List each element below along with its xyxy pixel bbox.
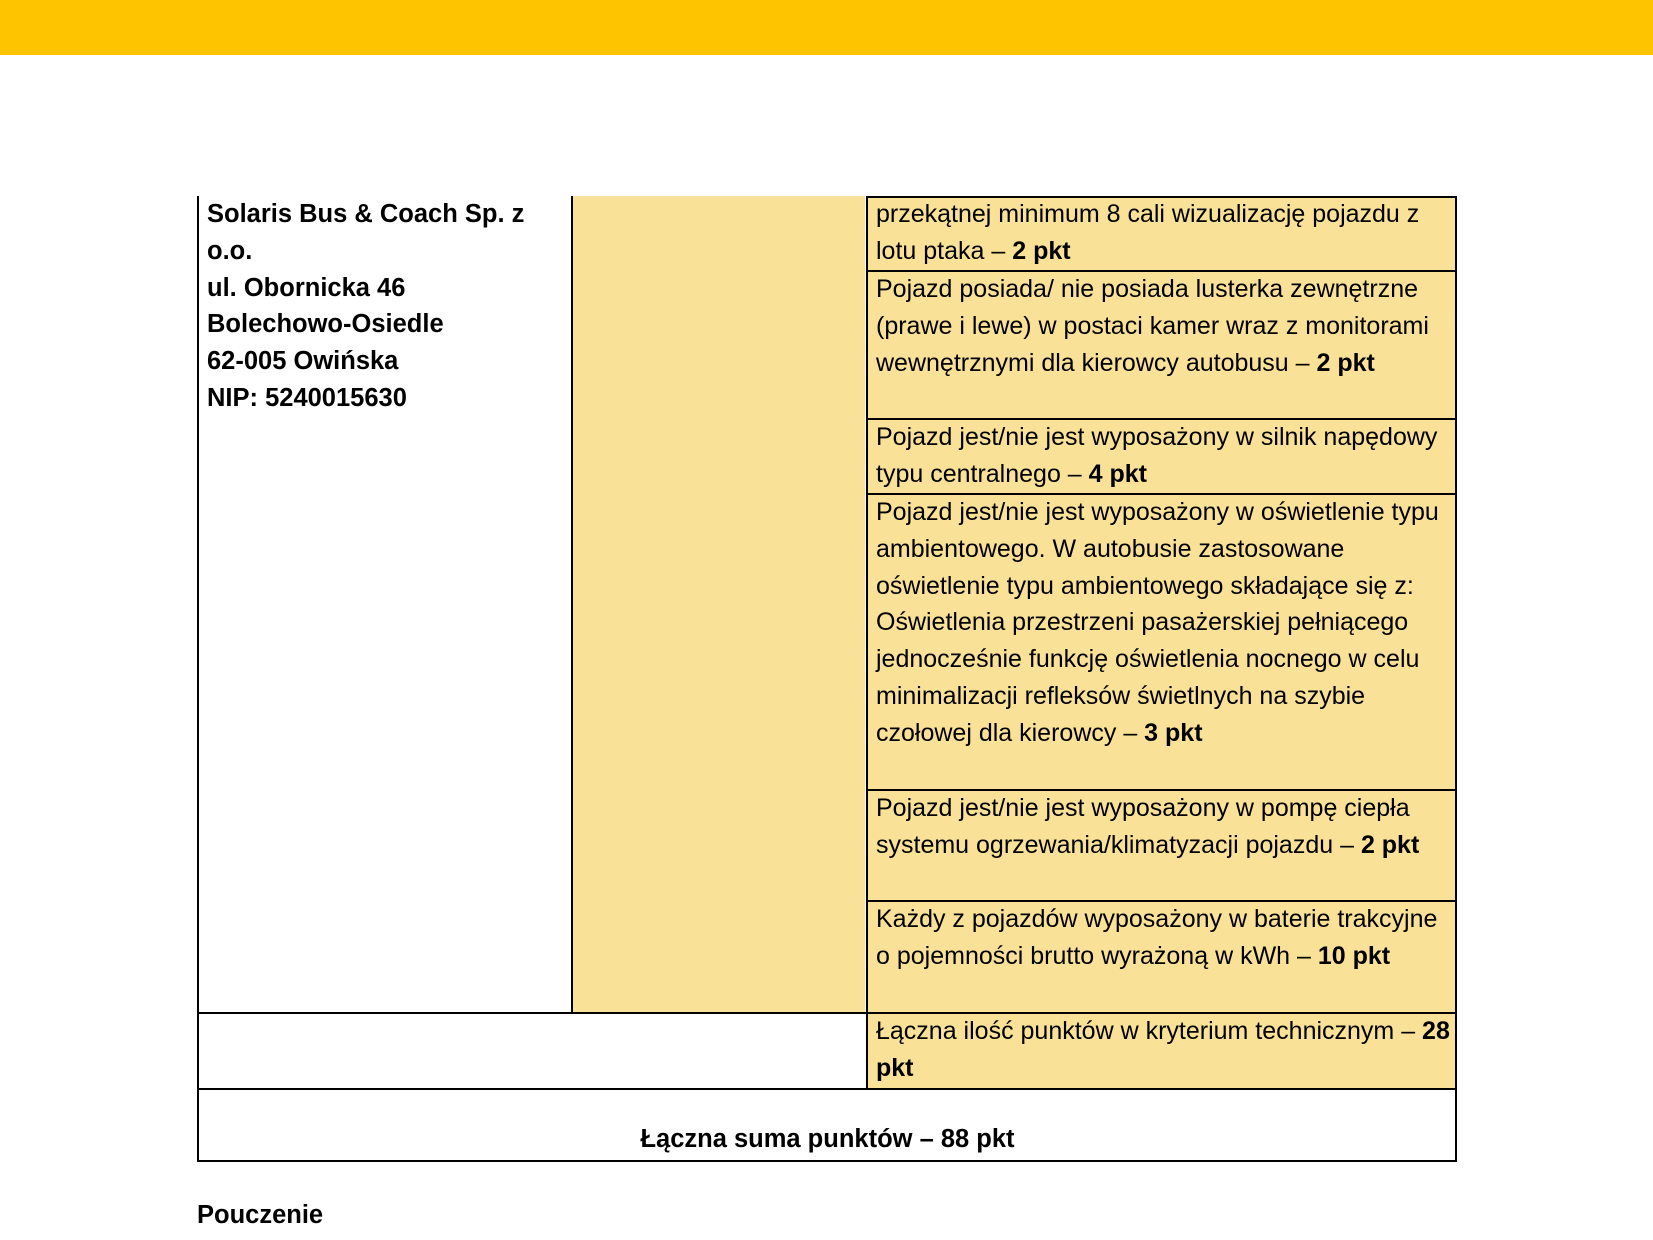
company-info xyxy=(207,196,567,417)
criterion-text: przekątnej minimum 8 cali wizualizację pojazdu z lotu ptaka – xyxy=(876,200,1420,265)
criterion-cell xyxy=(876,494,1452,752)
row-divider xyxy=(866,789,1457,791)
table-border xyxy=(1455,196,1457,1162)
company-line: ul. Obornicka 46 xyxy=(207,273,406,302)
company-line: 62-005 Owińska xyxy=(207,347,399,376)
row-divider xyxy=(866,900,1457,902)
subtotal-text: Łączna ilość punktów w kryterium technicznym – xyxy=(876,1017,1423,1045)
table-border xyxy=(867,196,1457,198)
header-band xyxy=(0,0,1653,55)
criterion-cell xyxy=(876,901,1452,975)
criterion-cell xyxy=(876,271,1452,381)
section-heading: Pouczenie xyxy=(197,1201,324,1229)
criterion-points: 10 pkt xyxy=(1317,941,1391,970)
row-divider xyxy=(197,1012,1457,1014)
criterion-text: Pojazd posiada/ nie posiada lusterka zewnętrzne (prawe i lewe) w postaci kamer wraz z monitorami wewnętrznymi dla kierowcy autobusu – xyxy=(876,275,1429,377)
criterion-points: 2 pkt xyxy=(1316,348,1375,377)
subtotal-cell xyxy=(876,1013,1452,1087)
criterion-text: Pojazd jest/nie jest wyposażony w silnik napędowy typu centralnego – xyxy=(876,423,1438,488)
scoring-table xyxy=(197,196,1458,1162)
company-line: NIP: 5240015630 xyxy=(207,383,407,412)
column-divider xyxy=(571,196,573,1013)
criterion-points: 4 pkt xyxy=(1088,459,1148,488)
criterion-text: Pojazd jest/nie jest wyposażony w pompę ciepła systemu ogrzewania/klimatyzacji pojazdu – xyxy=(876,794,1410,859)
criterion-cell xyxy=(876,419,1452,493)
row-divider xyxy=(866,270,1457,272)
criterion-cell xyxy=(876,790,1452,864)
middle-column-fill xyxy=(571,196,865,1013)
company-line: o.o. xyxy=(207,236,253,265)
table-border xyxy=(197,1160,1457,1162)
row-divider xyxy=(866,418,1457,420)
total-points: Łączna suma punktów – 88 pkt xyxy=(640,1125,1015,1153)
row-divider xyxy=(197,1088,1457,1090)
table-border xyxy=(197,196,199,1162)
column-divider xyxy=(866,196,868,1089)
company-line: Bolechowo-Osiedle xyxy=(207,310,444,339)
company-line: Solaris Bus & Coach Sp. z xyxy=(207,200,525,228)
subtotal-points: 28 pkt xyxy=(876,1017,1450,1082)
criterion-points: 3 pkt xyxy=(1144,718,1203,747)
criterion-points: 2 pkt xyxy=(1360,830,1420,859)
criterion-points: 2 pkt xyxy=(1012,236,1071,265)
criterion-text: Pojazd jest/nie jest wyposażony w oświetlenie typu ambientowego. W autobusie zastosowane oświetlenie typu ambientowego składające się z: Oświetlenia przestrzeni pasażerskiej pełniącego jednocześnie funkcję oświetlenia nocnego w celu minimalizacji refleksów świetlnych na szybie czołowej dla kierowcy – xyxy=(876,498,1439,747)
row-divider xyxy=(866,493,1457,495)
criterion-cell xyxy=(876,196,1452,270)
criterion-text: Każdy z pojazdów wyposażony w baterie trakcyjne o pojemności brutto wyrażoną w kWh – xyxy=(876,905,1438,970)
